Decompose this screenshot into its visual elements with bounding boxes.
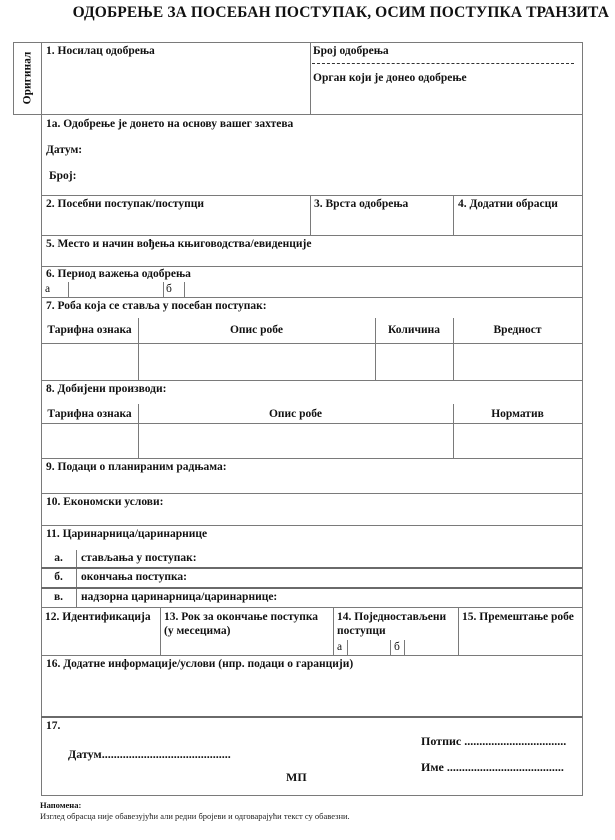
box1a-date-label: Датум: xyxy=(46,144,83,156)
divider-row16 xyxy=(41,716,582,718)
approval-number-label: Број одобрења xyxy=(313,45,389,57)
simplified-label-line1: 14. Поједностављени xyxy=(337,611,447,623)
bookkeeping-field[interactable] xyxy=(42,252,581,265)
holder-field[interactable] xyxy=(42,60,309,113)
divider-row9 xyxy=(41,493,582,494)
t7-description-cell[interactable] xyxy=(139,344,374,379)
additional-info-field[interactable] xyxy=(42,673,581,715)
bookkeeping-label: 5. Место и начин вођења књиговодства/евиденције xyxy=(46,238,312,250)
validity-b-sep-left xyxy=(163,282,164,297)
deadline-label-line1: 13. Рок за окончање поступка xyxy=(164,611,319,623)
note-text: Изглед обрасца није обавезујући али редни бројеви и одговарајући текст су обавезни. xyxy=(40,811,350,821)
t8-header-norm: Норматив xyxy=(491,408,544,420)
t7-quantity-cell[interactable] xyxy=(376,344,452,379)
signature-date-field[interactable]: Датум........................................... xyxy=(68,747,231,761)
divider-row11 xyxy=(41,607,582,608)
t11-letter-a: а. xyxy=(54,552,63,564)
validity-b-label: б xyxy=(166,283,172,295)
original-side-label: Оригинал xyxy=(21,51,33,105)
border-bottom xyxy=(41,795,583,796)
divider-row10 xyxy=(41,525,582,526)
t11-supervising-field[interactable] xyxy=(290,590,580,605)
holder-label: 1. Носилац одобрења xyxy=(46,45,155,57)
border-top xyxy=(13,42,582,43)
special-procedures-field[interactable] xyxy=(42,212,309,234)
divider-row8 xyxy=(41,458,582,459)
t8-description-cell[interactable] xyxy=(139,424,452,457)
simplified-a-field[interactable] xyxy=(348,640,389,654)
products-obtained-label: 8. Добијени производи: xyxy=(46,383,167,395)
t11-placement-label: стављања у поступак: xyxy=(81,552,197,564)
note-heading: Напомена: xyxy=(40,800,82,810)
form-title: ОДОБРЕЊЕ ЗА ПОСЕБАН ПОСТУПАК, ОСИМ ПОСТУПКА ТРАНЗИТА xyxy=(72,4,609,21)
divider-row5 xyxy=(41,266,582,267)
t7-value-cell[interactable] xyxy=(454,344,581,379)
box1a-number-field[interactable] xyxy=(90,168,570,184)
identification-field[interactable] xyxy=(42,626,159,654)
deadline-label-line2: (у месецима) xyxy=(164,625,231,637)
t11-letter-c: в. xyxy=(53,591,64,603)
box1a-text: . Одобрење је донето на основу вашег захтева xyxy=(57,118,294,130)
divider-row2 xyxy=(41,235,582,236)
t8-header-description: Опис робе xyxy=(268,408,323,420)
t7-tariff-cell[interactable] xyxy=(42,344,137,379)
t8-norm-cell[interactable] xyxy=(454,424,581,457)
t7-header-description: Опис робе xyxy=(229,324,284,336)
t11-divider-b xyxy=(41,587,582,589)
box17-label: 17. xyxy=(46,720,61,732)
planned-operations-field[interactable] xyxy=(42,475,581,492)
approval-type-label: 3. Врста одобрења xyxy=(314,198,409,210)
goods-placed-label: 7. Роба која се ставља у посебан поступак: xyxy=(46,300,267,312)
special-procedures-label: 2. Посебни поступак/поступци xyxy=(46,198,204,210)
t8-header-tariff: Тарифна ознака xyxy=(47,408,132,420)
simplified-label-line2: поступци xyxy=(337,625,386,637)
planned-operations-label: 9. Подаци о планираним радњама: xyxy=(46,461,227,473)
validity-period-label: 6. Период важења одобрења xyxy=(46,268,191,280)
t11-completion-field[interactable] xyxy=(200,570,580,585)
simplified-b-field[interactable] xyxy=(405,640,457,654)
divider-row7 xyxy=(41,380,582,381)
simplified-b-sep-left xyxy=(390,640,391,655)
approval-type-field[interactable] xyxy=(311,212,452,234)
divider-13-14 xyxy=(333,607,334,655)
divider-row12 xyxy=(41,655,582,656)
validity-a-label: а xyxy=(45,283,51,295)
box1a-number-label: Број: xyxy=(49,170,77,182)
additional-forms-field[interactable] xyxy=(454,212,581,234)
deadline-field[interactable] xyxy=(161,639,332,654)
goods-transfer-label: 15. Премештање робе xyxy=(462,611,574,623)
box1a-date-field[interactable] xyxy=(90,142,570,158)
t8-tariff-cell[interactable] xyxy=(42,424,137,457)
goods-transfer-field[interactable] xyxy=(459,626,581,654)
divider-row1 xyxy=(13,114,582,115)
identification-label: 12. Идентификација xyxy=(45,611,151,623)
divider-row6 xyxy=(41,297,582,298)
t11-completion-label: окончања поступка: xyxy=(81,571,188,583)
signature-field[interactable]: Потпис .................................. xyxy=(421,734,567,748)
economic-conditions-field[interactable] xyxy=(42,510,581,524)
t11-letter-col xyxy=(76,550,77,607)
t11-divider-a xyxy=(41,567,582,569)
box1a-label xyxy=(46,118,293,131)
customs-offices-label: 11. Царинарница/царинарнице xyxy=(46,528,208,540)
stamp-placeholder: МП xyxy=(286,770,307,784)
simplified-b-label: б xyxy=(394,641,400,653)
t11-letter-b: б. xyxy=(54,571,63,583)
t11-placement-field[interactable] xyxy=(200,551,580,566)
additional-forms-label: 4. Додатни обрасци xyxy=(458,198,558,210)
divider-row1a xyxy=(41,195,582,196)
simplified-a-label: а xyxy=(337,641,343,653)
box1a-prefix: 1а xyxy=(46,118,58,130)
t7-header-value: Вредност xyxy=(493,324,542,336)
t7-header-quantity: Количина xyxy=(388,324,440,336)
validity-to-field[interactable] xyxy=(185,282,385,296)
economic-conditions-label: 10. Економски услови: xyxy=(46,496,164,508)
t11-supervising-label: надзорна царинарница/царинарнице: xyxy=(81,591,278,603)
issuing-authority-field[interactable] xyxy=(311,86,581,113)
signatory-name-field[interactable]: Име ....................................... xyxy=(421,760,564,774)
border-right xyxy=(582,42,583,795)
dashed-separator xyxy=(312,63,574,64)
validity-from-field[interactable] xyxy=(69,282,162,296)
t7-header-tariff: Тарифна ознака xyxy=(47,324,132,336)
additional-info-label: 16. Додатне информације/услови (нпр. подаци о гаранцији) xyxy=(46,658,354,670)
issuing-authority-label: Орган који је донео одобрење xyxy=(313,72,467,84)
